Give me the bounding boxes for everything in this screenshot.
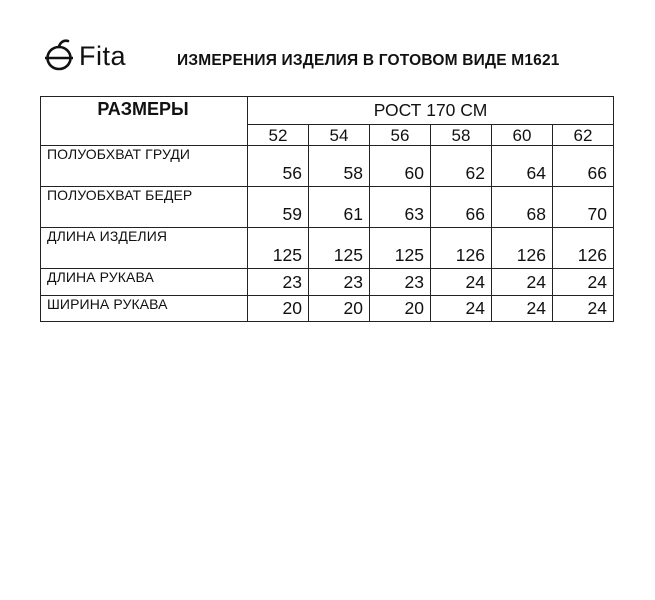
size-table [40, 96, 614, 322]
value-cell: 63 [370, 187, 431, 228]
row-label: ПОЛУОБХВАТ БЕДЕР [41, 187, 248, 228]
height-label-cell [248, 97, 614, 125]
table-row [41, 146, 614, 187]
row-label: ПОЛУОБХВАТ ГРУДИ [41, 146, 248, 187]
value-cell: 66 [431, 187, 492, 228]
value-cell: 24 [492, 269, 553, 296]
value-cell: 23 [248, 269, 309, 296]
value-cell: 24 [553, 296, 614, 322]
document-title: ИЗМЕРЕНИЯ ИЗДЕЛИЯ В ГОТОВОМ ВИДЕ М1621 [177, 52, 560, 69]
size-cell: 58 [431, 125, 492, 146]
size-cell: 54 [309, 125, 370, 146]
value-cell: 125 [309, 228, 370, 269]
value-cell: 126 [431, 228, 492, 269]
value-cell: 24 [553, 269, 614, 296]
value-cell: 60 [370, 146, 431, 187]
value-cell: 20 [370, 296, 431, 322]
value-cell: 23 [370, 269, 431, 296]
value-cell: 24 [431, 269, 492, 296]
table-row [41, 296, 614, 322]
row-label: ДЛИНА РУКАВА [41, 269, 248, 296]
value-cell: 56 [248, 146, 309, 187]
logo-wordmark: Fita [79, 40, 127, 71]
value-cell: 64 [492, 146, 553, 187]
value-cell: 61 [309, 187, 370, 228]
brand-logo [44, 36, 126, 76]
value-cell: 125 [248, 228, 309, 269]
value-cell: 24 [492, 296, 553, 322]
value-cell: 23 [309, 269, 370, 296]
table-row [41, 269, 614, 296]
table-row [41, 187, 614, 228]
value-cell: 58 [309, 146, 370, 187]
table-row [41, 228, 614, 269]
value-cell: 125 [370, 228, 431, 269]
fita-logo-icon [44, 38, 74, 74]
size-cell: 62 [553, 125, 614, 146]
value-cell: 68 [492, 187, 553, 228]
size-cell: 60 [492, 125, 553, 146]
value-cell: 20 [248, 296, 309, 322]
height-label: РОСТ 170 СМ [373, 100, 488, 121]
value-cell: 20 [309, 296, 370, 322]
value-cell: 24 [431, 296, 492, 322]
value-cell: 126 [553, 228, 614, 269]
sizes-label: РАЗМЕРЫ [97, 99, 189, 119]
value-cell: 62 [431, 146, 492, 187]
header-row [41, 97, 614, 125]
size-cell: 56 [370, 125, 431, 146]
sizes-label-cell [41, 97, 248, 146]
value-cell: 66 [553, 146, 614, 187]
value-cell: 59 [248, 187, 309, 228]
value-cell: 126 [492, 228, 553, 269]
row-label: ШИРИНА РУКАВА [41, 296, 248, 322]
size-cell: 52 [248, 125, 309, 146]
row-label: ДЛИНА ИЗДЕЛИЯ [41, 228, 248, 269]
value-cell: 70 [553, 187, 614, 228]
